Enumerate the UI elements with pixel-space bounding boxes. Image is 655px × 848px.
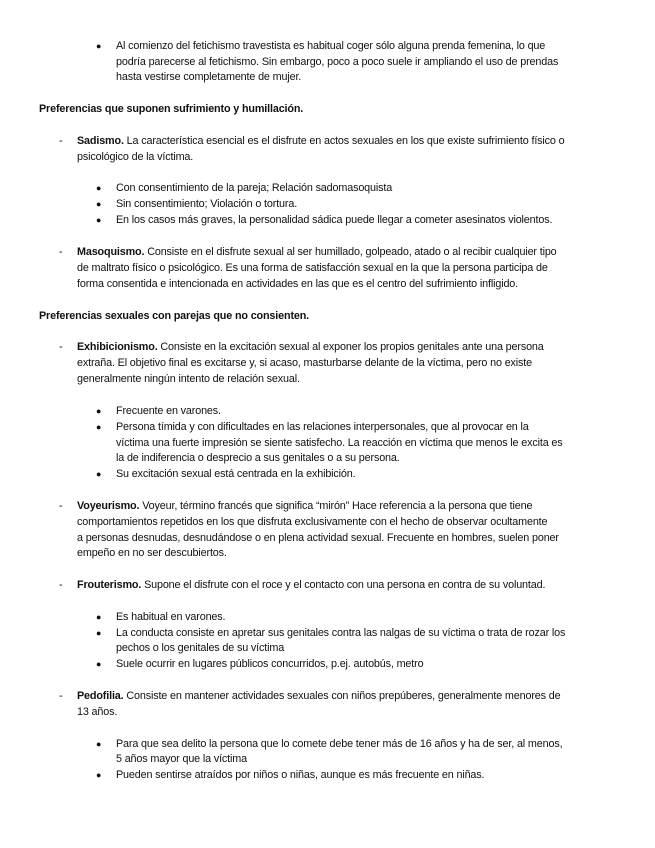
text-line: [77, 134, 564, 150]
text-line: empeño en no ser descubiertos.: [77, 547, 227, 559]
text-line: hasta vestirse completamente de mujer.: [116, 71, 302, 83]
text-line: 13 años.: [77, 706, 118, 718]
bullet-icon: ●: [96, 612, 102, 622]
text-span: Consiste en la excitación sexual al exponer los propios genitales ante una persona: [160, 341, 544, 353]
list-item: Sin consentimiento; Violación o tortura.: [116, 198, 298, 210]
bullet-icon: ●: [96, 422, 102, 432]
text-line: extraña. El objetivo final es excitarse y, si acaso, masturbarse delante de la víctima, pero no existe: [77, 357, 532, 369]
term-label: Pedofilia.: [77, 690, 124, 702]
text-line: [77, 689, 560, 705]
list-item: La conducta consiste en apretar sus genitales contra las nalgas de su víctima o trata de rozar los: [116, 627, 566, 639]
text-span: Consiste en el disfrute sexual al ser humillado, golpeado, atado o al recibir cualquier tipo: [147, 246, 557, 258]
list-item: 5 años mayor que la víctima: [116, 753, 247, 765]
bullet-icon: ●: [96, 628, 102, 638]
list-item: Frecuente en varones.: [116, 405, 221, 417]
text-span: La característica esencial es el disfrute en actos sexuales en los que existe sufrimiento físico o: [126, 135, 565, 147]
text-line: psicológico de la víctima.: [77, 151, 194, 163]
text-line: a personas desnudas, desnudándose o en plena actividad sexual. Frecuente en hombres, suelen poner: [77, 532, 559, 544]
term-label: Exhibicionismo.: [77, 341, 158, 353]
section-heading: Preferencias sexuales con parejas que no consienten.: [39, 310, 310, 322]
list-item: la de indiferencia o desprecio a sus genitales o a su persona.: [116, 452, 400, 464]
term-label: Frouterismo.: [77, 579, 142, 591]
term-label: Sadismo.: [77, 135, 124, 147]
dash-marker: -: [59, 500, 63, 512]
bullet-icon: ●: [96, 215, 102, 225]
text-line: [77, 578, 545, 594]
text-line: [77, 340, 544, 356]
text-line: podría parecerse al fetichismo. Sin embargo, poco a poco suele ir ampliando el uso de prendas: [116, 56, 559, 68]
text-line: Al comienzo del fetichismo travestista es habitual coger sólo alguna prenda femenina, lo que: [116, 40, 546, 52]
text-line: forma consentida e intencionada en actividades en las que es el centro del sufrimiento infligido.: [77, 278, 518, 290]
list-item: Su excitación sexual está centrada en la exhibición.: [116, 468, 356, 480]
bullet-icon: ●: [96, 659, 102, 669]
bullet-icon: ●: [96, 739, 102, 749]
bullet-icon: ●: [96, 41, 102, 51]
term-label: Masoquismo.: [77, 246, 145, 258]
list-item: pechos o los genitales de su víctima: [116, 642, 285, 654]
bullet-icon: ●: [96, 406, 102, 416]
text-span: Consiste en mantener actividades sexuales con niños prepúberes, generalmente menores de: [126, 690, 561, 702]
term-label: Voyeurismo.: [77, 500, 140, 512]
list-item: Suele ocurrir en lugares públicos concurridos, p.ej. autobús, metro: [116, 658, 424, 670]
section-heading: Preferencias que suponen sufrimiento y humillación.: [39, 103, 304, 115]
list-item: Con consentimiento de la pareja; Relación sadomasoquista: [116, 182, 393, 194]
bullet-icon: ●: [96, 770, 102, 780]
list-item: Para que sea delito la persona que lo comete debe tener más de 16 años y ha de ser, al menos,: [116, 738, 563, 750]
dash-marker: -: [59, 341, 63, 353]
list-item: Pueden sentirse atraídos por niños o niñas, aunque es más frecuente en niñas.: [116, 769, 485, 781]
text-line: [77, 245, 557, 261]
text-line: generalmente ningún intento de relación sexual.: [77, 373, 300, 385]
text-span: Supone el disfrute con el roce y el contacto con una persona en contra de su voluntad.: [144, 579, 546, 591]
bullet-icon: ●: [96, 469, 102, 479]
dash-marker: -: [59, 579, 63, 591]
list-item: En los casos más graves, la personalidad sádica puede llegar a cometer asesinatos violentos.: [116, 214, 553, 226]
list-item: Persona tímida y con dificultades en las relaciones interpersonales, que al provocar en la: [116, 421, 529, 433]
text-line: [77, 499, 532, 515]
list-item: víctima una fuerte impresión se siente satisfecho. La reacción en víctima que menos le excita es: [116, 437, 563, 449]
bullet-icon: ●: [96, 199, 102, 209]
dash-marker: -: [59, 690, 63, 702]
list-item: Es habitual en varones.: [116, 611, 226, 623]
bullet-icon: ●: [96, 183, 102, 193]
text-line: comportamientos repetidos en los que disfruta exclusivamente con el hecho de observar ocultamente: [77, 516, 548, 528]
text-line: de maltrato físico o psicológico. Es una forma de satisfacción sexual en la que la persona participa de: [77, 262, 548, 274]
dash-marker: -: [59, 135, 63, 147]
dash-marker: -: [59, 246, 63, 258]
text-span: Voyeur, término francés que significa “mirón” Hace referencia a la persona que tiene: [142, 500, 533, 512]
